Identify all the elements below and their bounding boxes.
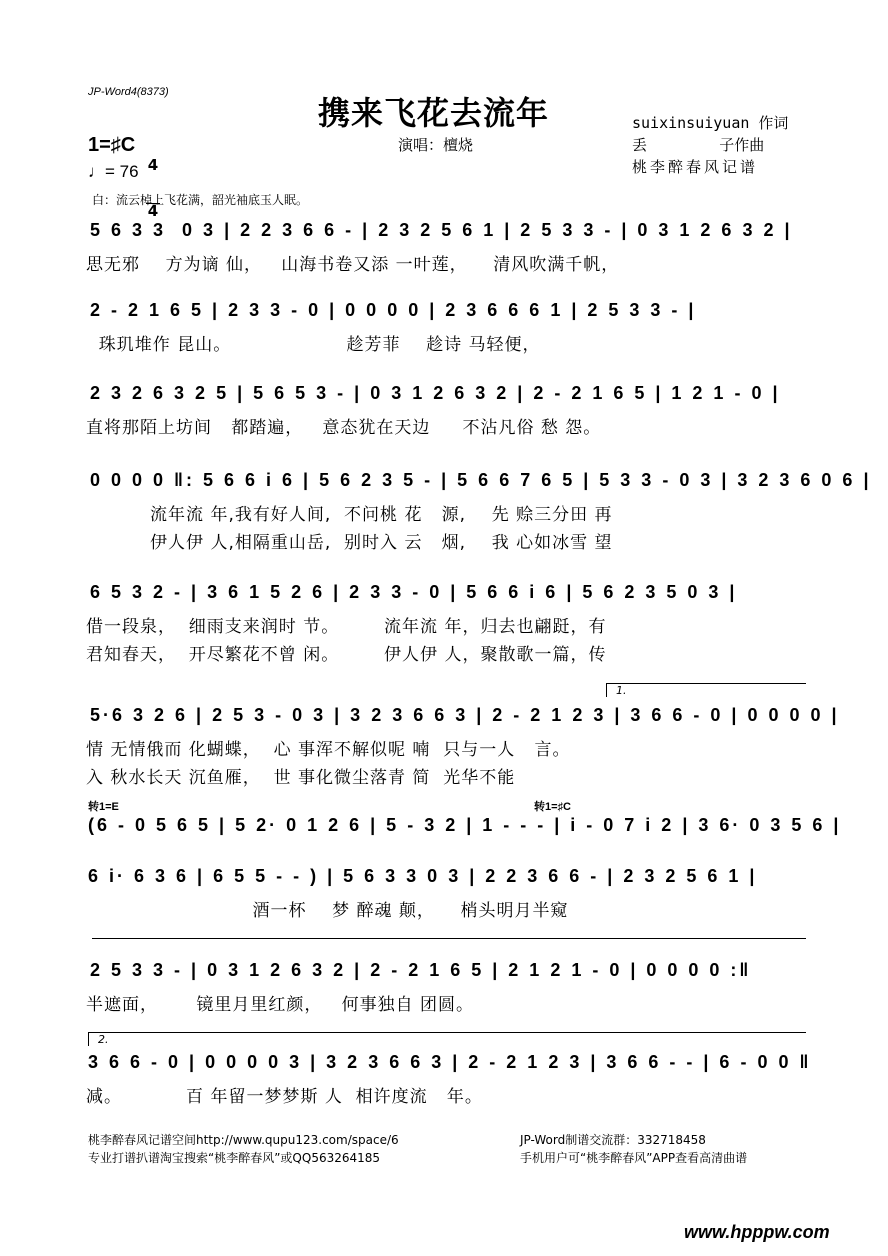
staff-notes-7: (6 - 0 5 6 5 | 5 2· 0 1 2 6 | 5 - 3 2 | 1 - - - | i - 0 7 i 2 | 3 6· 0 3 5 6 | [88,815,842,835]
staff-lyrics-8: 酒一杯 梦 醉魂 颠， 梢头明月半窥 [86,901,569,921]
staff-notes-9: 2 5 3 3 - | 0 3 1 2 6 3 2 | 2 - 2 1 6 5 | 2 1 2 1 - 0 | 0 0 0 0 :‖ [90,960,752,980]
staff-notes-1: 5 6 3 3 0 3 | 2 2 3 6 6 - | 2 3 2 5 6 1 | 2 5 3 3 - | 0 3 1 2 6 3 2 | [90,220,793,240]
volta-1-bracket [606,683,806,684]
lyricist-credit: suixinsuiyuan 作词 [632,114,789,132]
intro-line: 白：流云棹上飞花满，韶光袖底玉人眠。 [92,193,309,207]
staff-lyrics-5b: 君知春天， 开尽繁花不曾 闲。 伊人伊 人，聚散歌一篇，传 [86,645,607,665]
volta-2-label: 2. [98,1033,109,1046]
staff-notes-4: 0 0 0 0 ‖: 5 6 6 i 6 | 5 6 2 3 5 - | 5 6 6 7 6 5 | 5 3 3 - 0 3 | 3 2 3 6 0 6 | [90,470,872,490]
staff-notes-10: 3 6 6 - 0 | 0 0 0 0 3 | 3 2 3 6 6 3 | 2 - 2 1 2 3 | 3 6 6 - - | 6 - 0 0 ‖ [88,1052,812,1072]
modulation-csharp: 转1=♯C [534,801,571,813]
time-sig-top: 4 [147,156,159,174]
singer-credit: 演唱：檀烧 [398,136,474,154]
staff-lyrics-1: 思无邪 方为谪 仙， 山海书卷又添 一叶莲， 清风吹满千帆， [86,255,620,275]
footer-right-1: JP-Word制谱交流群：332718458 [520,1133,706,1147]
staff-lyrics-5a: 借一段泉， 细雨支来润时 节。 流年流 年，归去也翩跹，有 [86,617,607,637]
staff-notes-5: 6 5 3 2 - | 3 6 1 5 2 6 | 2 3 3 - 0 | 5 6 6 i 6 | 5 6 2 3 5 0 3 | [90,582,738,602]
volta-2-bracket [88,1032,806,1033]
staff-notes-6: 5·6 3 2 6 | 2 5 3 - 0 3 | 3 2 3 6 6 3 | 2 - 2 1 2 3 | 3 6 6 - 0 | 0 0 0 0 | [90,705,840,725]
staff-lyrics-3: 直将那陌上坊间 都踏遍， 意态犹在天边 不沾凡俗 愁 怨。 [86,418,602,438]
footer-left-1: 桃李醉春风记谱空间http://www.qupu123.com/space/6 [88,1133,399,1147]
staff-lyrics-6b: 入 秋水长天 沉鱼雁， 世 事化微尘落青 简 光华不能 [86,768,516,788]
staff-lyrics-9: 半遮面， 镜里月里红颜， 何事独自 团圆。 [86,995,475,1015]
source-tag: JP-Word4(8373) [88,86,169,98]
volta-1-label: 1. [616,684,627,697]
section-line [92,938,806,939]
key-signature: 1=♯C [88,134,136,156]
staff-lyrics-4b: 伊人伊 人,相隔重山岳, 别时入 云 烟, 我 心如冰雪 望 [86,533,613,553]
tempo-marking: ♩= 76 [88,162,139,181]
staff-lyrics-2: 珠玑堆作 昆山。 趁芳菲 趁诗 马轻便， [86,335,541,355]
staff-lyrics-10: 减。 百 年留一梦梦斯 人 相许度流 年。 [86,1087,483,1107]
composer-credit: 丢 子作曲 [632,136,765,154]
volta-2-bracket-side [88,1032,89,1046]
staff-lyrics-4a: 流年流 年,我有好人间, 不问桃 花 源, 先 赊三分田 再 [86,505,613,525]
footer-left-2: 专业打谱扒谱淘宝搜索“桃李醉春风”或QQ563264185 [88,1151,381,1165]
staff-notes-3: 2 3 2 6 3 2 5 | 5 6 5 3 - | 0 3 1 2 6 3 2 | 2 - 2 1 6 5 | 1 2 1 - 0 | [90,383,781,403]
time-sig-bottom: 4 [147,202,159,220]
footer-right-2: 手机用户可“桃李醉春风”APP查看高清曲谱 [520,1151,748,1165]
transcriber-credit: 桃李醉春风记谱 [632,158,759,176]
staff-notes-8: 6 i· 6 3 6 | 6 5 5 - - ) | 5 6 3 3 0 3 | 2 2 3 6 6 - | 2 3 2 5 6 1 | [88,866,758,886]
page-title: 携来飞花去流年 [318,94,550,132]
volta-1-bracket-side [606,683,607,697]
site-watermark: www.hpppw.com [684,1222,830,1242]
staff-lyrics-6a: 情 无情俄而 化蝴蝶， 心 事浑不解似呢 喃 只与一人 言。 [86,740,571,760]
staff-notes-2: 2 - 2 1 6 5 | 2 3 3 - 0 | 0 0 0 0 | 2 3 6 6 6 1 | 2 5 3 3 - | [90,300,697,320]
modulation-e: 转1=E [88,801,119,813]
time-signature [146,128,160,234]
